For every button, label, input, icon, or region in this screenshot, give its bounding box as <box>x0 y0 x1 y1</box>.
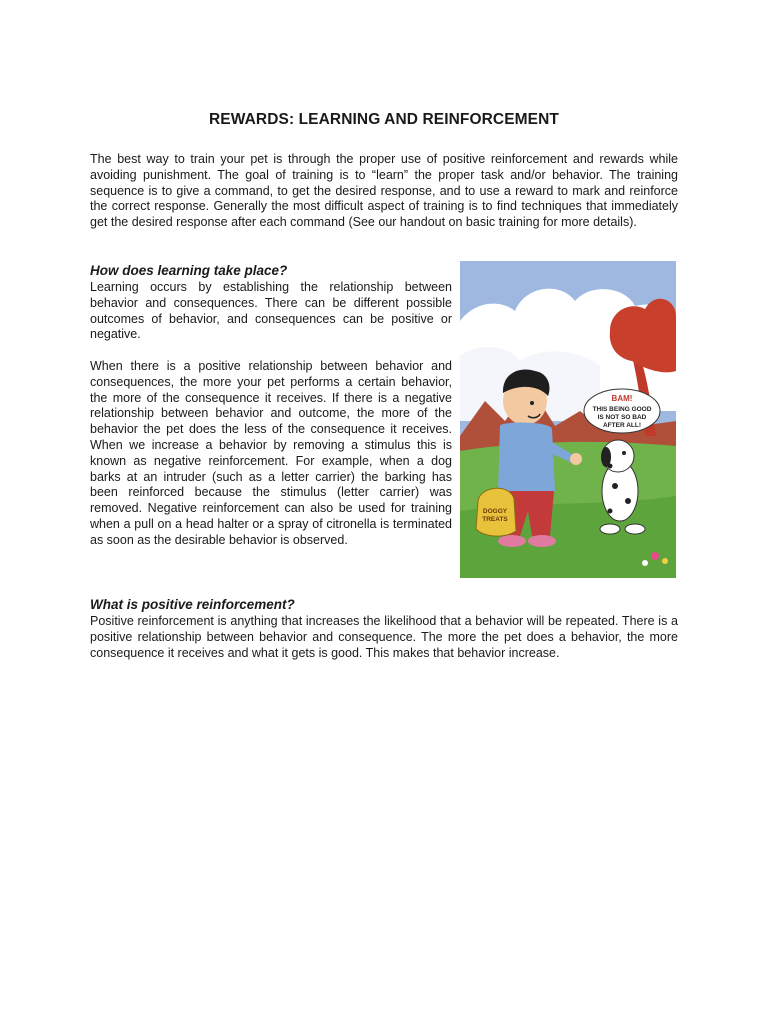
treat-bag-text-line2: TREATS <box>482 516 508 523</box>
section-heading-learning: How does learning take place? <box>90 263 288 278</box>
section-heading-positive-reinforcement: What is positive reinforcement? <box>90 597 295 612</box>
learning-paragraph-1: Learning occurs by establishing the relationship between behavior and consequences. There can be different possible outcomes of behavior, and consequences can be positive or negative. <box>90 280 452 342</box>
speech-text-line4: AFTER ALL! <box>602 422 642 429</box>
learning-paragraph-2: When there is a positive relationship between behavior and consequences, the more your pet performs a certain behavior, the more of the consequence it receives. If there is a negative relationship between behavior and outcome, the more of the behavior the pet does the less of the consequence it receives. When we increase a behavior by removing a stimulus this is known as negative reinforcement. For example, when a dog barks at an intruder (such as a letter carrier) the barking has been reinforced because the stimulus (letter carrier) was removed. Negative reinforcement can also be used for training when a pull on a head halter or a spray of citronella is terminated as soon as the desirable behavior is observed. <box>90 359 452 547</box>
intro-paragraph: The best way to train your pet is through the proper use of positive reinforcement and rewards while avoiding punishment. The goal of training is to “learn” the proper task and/or behavior. The training sequence is to give a command, to get the desired response, and to use a reward to mark and reinforce the correct response. Generally the most difficult aspect of training is to find techniques that immediately get the desired response after each command (See our handout on basic training for more details). <box>90 152 678 230</box>
speech-bam-text: BAM! <box>611 394 633 403</box>
page-title: REWARDS: LEARNING AND REINFORCEMENT <box>209 111 559 128</box>
boy-and-dog-illustration <box>460 261 676 578</box>
positive-reinforcement-paragraph: Positive reinforcement is anything that increases the likelihood that a behavior will be repeated. There is a positive relationship between behavior and consequence. The more the pet does a behavior, the more consequence it receives and what it gets is good. This makes that behavior increase. <box>90 614 678 660</box>
speech-text-line3: IS NOT SO BAD <box>597 414 647 421</box>
treat-bag-text-line1: DOGGY <box>482 508 508 515</box>
speech-text-line2: THIS BEING GOOD <box>592 406 652 413</box>
